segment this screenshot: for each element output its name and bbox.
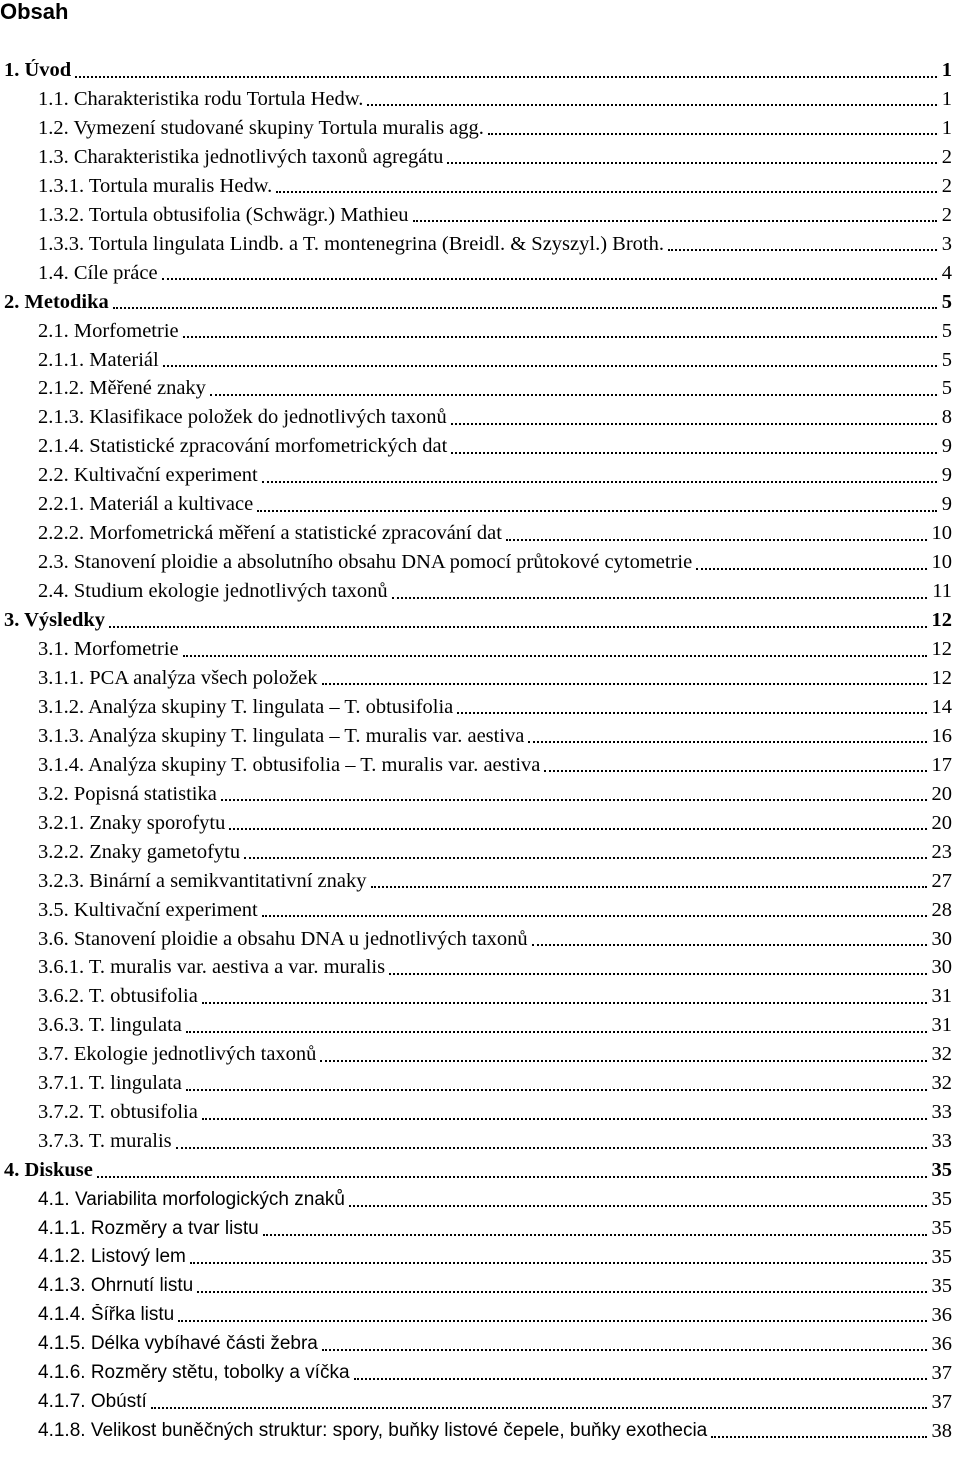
toc-entry-label: 1.3.2. Tortula obtusifolia (Schwägr.) Mathieu (38, 203, 409, 226)
toc-entry-label: 2.1.2. Měřené znaky (38, 377, 206, 400)
toc-entry (38, 1011, 952, 1040)
toc-entry-label: 4.1. Variabilita morfologických znaků (38, 1188, 345, 1210)
dot-leader (262, 481, 937, 483)
toc-entry-page-number: 30 (931, 927, 952, 950)
toc-entry-page-number: 2 (941, 145, 952, 168)
toc-entry-page-number: 35 (931, 1245, 952, 1268)
toc-entry-label: 3.7.2. T. obtusifolia (38, 1101, 198, 1124)
dot-leader (544, 770, 926, 772)
toc-entry-page-number: 37 (931, 1361, 952, 1384)
toc-entry-page-number: 16 (931, 724, 952, 747)
toc-entry-label: 3.1.2. Analýza skupiny T. lingulata – T. obtusifolia (38, 695, 454, 718)
dot-leader (711, 1436, 926, 1438)
page-title: Obsah (0, 0, 69, 24)
toc-entry-page-number: 9 (941, 493, 952, 516)
dot-leader (457, 712, 926, 714)
dot-leader (451, 452, 936, 454)
toc-entry (38, 809, 952, 838)
dot-leader (392, 597, 928, 599)
toc-entry-page-number: 28 (931, 898, 952, 921)
toc-entry (38, 751, 952, 780)
toc-entry-page-number: 5 (941, 348, 952, 371)
toc-entry-label: 3.2.1. Znaky sporofytu (38, 811, 226, 834)
dot-leader (320, 1060, 926, 1062)
toc-entry-page-number: 32 (931, 1043, 952, 1066)
dot-leader (371, 886, 927, 888)
toc-entry (38, 1214, 952, 1243)
dot-leader (367, 104, 936, 106)
toc-entry-page-number: 1 (941, 59, 952, 81)
toc-entry (38, 374, 952, 403)
toc-entry (4, 288, 952, 317)
toc-entry-label: 3.7.1. T. lingulata (38, 1072, 182, 1095)
dot-leader (262, 915, 927, 917)
toc-entry-label: 4.1.6. Rozměry stětu, tobolky a víčka (38, 1362, 350, 1384)
toc-entry-label: 1.3. Charakteristika jednotlivých taxonů agregátu (38, 145, 444, 168)
toc-entry (38, 780, 952, 809)
toc-entry-label: 2.1.4. Statistické zpracování morfometrických dat (38, 435, 448, 458)
toc-entry-label: 3.6.2. T. obtusifolia (38, 985, 198, 1008)
toc-entry (38, 201, 952, 230)
toc-entry (38, 1359, 952, 1388)
toc-entry (38, 722, 952, 751)
toc-entry (38, 317, 952, 346)
toc-entry (4, 1156, 952, 1185)
toc-entry-page-number: 4 (941, 261, 952, 284)
dot-leader (506, 539, 927, 541)
toc-entry-label: 1.4. Cíle práce (38, 261, 158, 284)
toc-entry-label: 4.1.5. Délka vybíhavé části žebra (38, 1333, 318, 1355)
toc-entry-label: 3.2.2. Znaky gametofytu (38, 840, 241, 863)
dot-leader (451, 423, 937, 425)
dot-leader (668, 249, 937, 251)
dot-leader (413, 220, 937, 222)
toc-entry-page-number: 35 (931, 1217, 952, 1239)
dot-leader (113, 307, 937, 309)
toc-entry-label: 2.1.1. Materiál (38, 348, 159, 371)
toc-entry (38, 172, 952, 201)
toc-entry-label: 4.1.4. Šířka listu (38, 1304, 175, 1326)
dot-leader (151, 1407, 927, 1409)
dot-leader (75, 76, 937, 78)
toc-entry (38, 577, 952, 606)
dot-leader (197, 1291, 926, 1293)
toc-entry-page-number: 3 (941, 232, 952, 255)
toc-entry-page-number: 10 (931, 522, 952, 545)
toc-entry-label: 1.3.1. Tortula muralis Hedw. (38, 174, 273, 197)
toc-entry (38, 1040, 952, 1069)
toc-entry-page-number: 30 (931, 956, 952, 979)
toc-entry-label: 1.1. Charakteristika rodu Tortula Hedw. (38, 87, 364, 110)
toc-entry-page-number: 38 (931, 1419, 952, 1442)
toc-entry-page-number: 12 (931, 638, 952, 660)
toc-entry-page-number: 5 (941, 290, 952, 313)
toc-entry (38, 548, 952, 577)
toc-entry (38, 1185, 952, 1214)
toc-entry-label: 1.2. Vymezení studované skupiny Tortula muralis agg. (38, 116, 484, 139)
toc-entry-label: 2.2. Kultivační experiment (38, 464, 258, 487)
toc-entry-page-number: 37 (931, 1390, 952, 1413)
dot-leader (178, 1320, 926, 1322)
toc-entry-page-number: 33 (931, 1130, 952, 1153)
toc-entry (38, 1098, 952, 1127)
dot-leader (202, 1118, 927, 1120)
toc-entry-label: 2.4. Studium ekologie jednotlivých taxonů (38, 580, 388, 603)
toc-entry (38, 432, 952, 461)
toc-entry-label: 1. Úvod (4, 59, 72, 81)
dot-leader (447, 162, 936, 164)
toc-entry-page-number: 27 (931, 869, 952, 892)
toc-entry-label: 4.1.1. Rozměry a tvar listu (38, 1217, 259, 1239)
toc-entry-label: 4.1.2. Listový lem (38, 1246, 186, 1268)
toc-entry-page-number: 5 (941, 319, 952, 342)
toc-entry (38, 838, 952, 867)
dot-leader (183, 336, 937, 338)
toc-entry (38, 1330, 952, 1359)
dot-leader (221, 799, 927, 801)
toc-entry-page-number: 1 (941, 87, 952, 110)
dot-leader (257, 510, 937, 512)
toc-entry-page-number: 5 (941, 377, 952, 400)
toc-entry-page-number: 31 (931, 985, 952, 1008)
toc-entry-page-number: 20 (931, 811, 952, 834)
toc-entry-page-number: 2 (941, 174, 952, 197)
toc-entry (38, 867, 952, 896)
toc-entry-label: 3.1.1. PCA analýza všech položek (38, 666, 318, 689)
toc-entry (38, 982, 952, 1011)
toc-entry-label: 3.7. Ekologie jednotlivých taxonů (38, 1043, 317, 1066)
toc-entry-page-number: 35 (931, 1188, 952, 1211)
dot-leader (263, 1234, 927, 1236)
toc-entry (38, 85, 952, 114)
toc-entry (38, 1069, 952, 1098)
toc-entry (38, 1417, 952, 1446)
toc-entry-label: 4.1.8. Velikost buněčných struktur: spory, buňky listové čepele, buňky exothecia (38, 1420, 708, 1442)
toc-entry-page-number: 14 (931, 695, 952, 718)
toc-entry (38, 1127, 952, 1156)
toc-entry-page-number: 33 (931, 1101, 952, 1124)
toc-entry-page-number: 20 (931, 782, 952, 805)
toc-entry (38, 259, 952, 288)
dot-leader (276, 191, 936, 193)
toc-entry (38, 896, 952, 925)
toc-entry (38, 1388, 952, 1417)
dot-leader (528, 741, 926, 743)
toc-entry-label: 3.6. Stanovení ploidie a obsahu DNA u jednotlivých taxonů (38, 927, 528, 950)
toc-entry-label: 2.2.1. Materiál a kultivace (38, 493, 254, 516)
toc-entry-label: 3.6.3. T. lingulata (38, 1014, 182, 1037)
toc-entry (38, 1243, 952, 1272)
toc-entry (38, 143, 952, 172)
toc-entry (38, 1272, 952, 1301)
toc-entry (4, 606, 952, 635)
toc-entry-page-number: 8 (941, 406, 952, 429)
toc-entry-page-number: 17 (931, 753, 952, 776)
toc-entry-page-number: 36 (931, 1332, 952, 1355)
toc-entry-page-number: 11 (932, 580, 952, 603)
toc-entry (38, 230, 952, 259)
toc-entry (38, 519, 952, 548)
toc-entry (38, 953, 952, 982)
dot-leader (532, 944, 927, 946)
toc-entry (38, 461, 952, 490)
toc-entry (38, 635, 952, 664)
dot-leader (202, 1002, 927, 1004)
toc-entry-label: 3.7.3. T. muralis (38, 1130, 172, 1153)
dot-leader (183, 655, 927, 657)
toc-entry-page-number: 9 (941, 435, 952, 458)
toc-entry-page-number: 35 (931, 1274, 952, 1297)
toc-entry-label: 3.1. Morfometrie (38, 638, 179, 660)
toc-entry (38, 346, 952, 375)
toc-entry-label: 3.2.3. Binární a semikvantitativní znaky (38, 869, 367, 892)
dot-leader (97, 1176, 927, 1178)
toc-entry-page-number: 1 (941, 116, 952, 139)
toc-entry (38, 664, 952, 693)
dot-leader (162, 278, 937, 280)
dot-leader (389, 973, 926, 975)
dot-leader (163, 365, 937, 367)
dot-leader (186, 1089, 927, 1091)
toc-entry-label: 3.5. Kultivační experiment (38, 898, 258, 921)
dot-leader (322, 683, 927, 685)
dot-leader (109, 626, 926, 628)
toc-entry-label: 4.1.3. Ohrnutí listu (38, 1275, 194, 1297)
toc-entry-label: 3.6.1. T. muralis var. aestiva a var. muralis (38, 956, 386, 979)
toc-entry-label: 4.1.7. Obústí (38, 1391, 147, 1413)
toc-entry-label: 3.2. Popisná statistika (38, 782, 217, 805)
toc-entry-page-number: 12 (931, 666, 952, 689)
toc-entry-page-number: 36 (931, 1303, 952, 1326)
dot-leader (696, 568, 926, 570)
toc-entry-page-number: 31 (931, 1014, 952, 1037)
toc-entry-label: 2.1.3. Klasifikace položek do jednotlivých taxonů (38, 406, 447, 429)
toc-entry-page-number: 9 (941, 464, 952, 487)
toc-entry-label: 3.1.4. Analýza skupiny T. obtusifolia – T. muralis var. aestiva (38, 753, 541, 776)
toc-entry-label: 2. Metodika (4, 290, 109, 313)
toc-entry (38, 114, 952, 143)
dot-leader (488, 133, 937, 135)
dot-leader (322, 1349, 927, 1351)
toc-entry (38, 1301, 952, 1330)
toc-entry (38, 693, 952, 722)
toc-entry (38, 403, 952, 432)
toc-entry-page-number: 12 (931, 609, 952, 632)
toc-entry-label: 2.3. Stanovení ploidie a absolutního obsahu DNA pomocí průtokové cytometrie (38, 551, 693, 574)
toc-entry-label: 3.1.3. Analýza skupiny T. lingulata – T. muralis var. aestiva (38, 724, 525, 747)
dot-leader (190, 1262, 927, 1264)
dot-leader (354, 1378, 927, 1380)
dot-leader (176, 1147, 927, 1149)
toc-entry (4, 56, 952, 85)
toc-entry-page-number: 32 (931, 1072, 952, 1095)
toc-entry-page-number: 2 (941, 203, 952, 226)
toc-entry-label: 2.2.2. Morfometrická měření a statistické zpracování dat (38, 522, 502, 545)
toc-entry-label: 2.1. Morfometrie (38, 319, 179, 342)
toc-entry-page-number: 10 (931, 551, 952, 574)
toc-entry (38, 925, 952, 954)
dot-leader (210, 394, 937, 396)
toc-entry-label: 4. Diskuse (4, 1159, 93, 1182)
toc-entry-label: 1.3.3. Tortula lingulata Lindb. a T. montenegrina (Breidl. & Szyszyl.) Broth. (38, 232, 664, 255)
dot-leader (244, 857, 926, 859)
dot-leader (349, 1205, 927, 1207)
dot-leader (229, 828, 926, 830)
dot-leader (186, 1031, 927, 1033)
toc-entry-page-number: 23 (931, 840, 952, 863)
toc-entry-page-number: 35 (931, 1159, 952, 1182)
toc-entry (38, 490, 952, 519)
toc-entry-label: 3. Výsledky (4, 609, 106, 632)
